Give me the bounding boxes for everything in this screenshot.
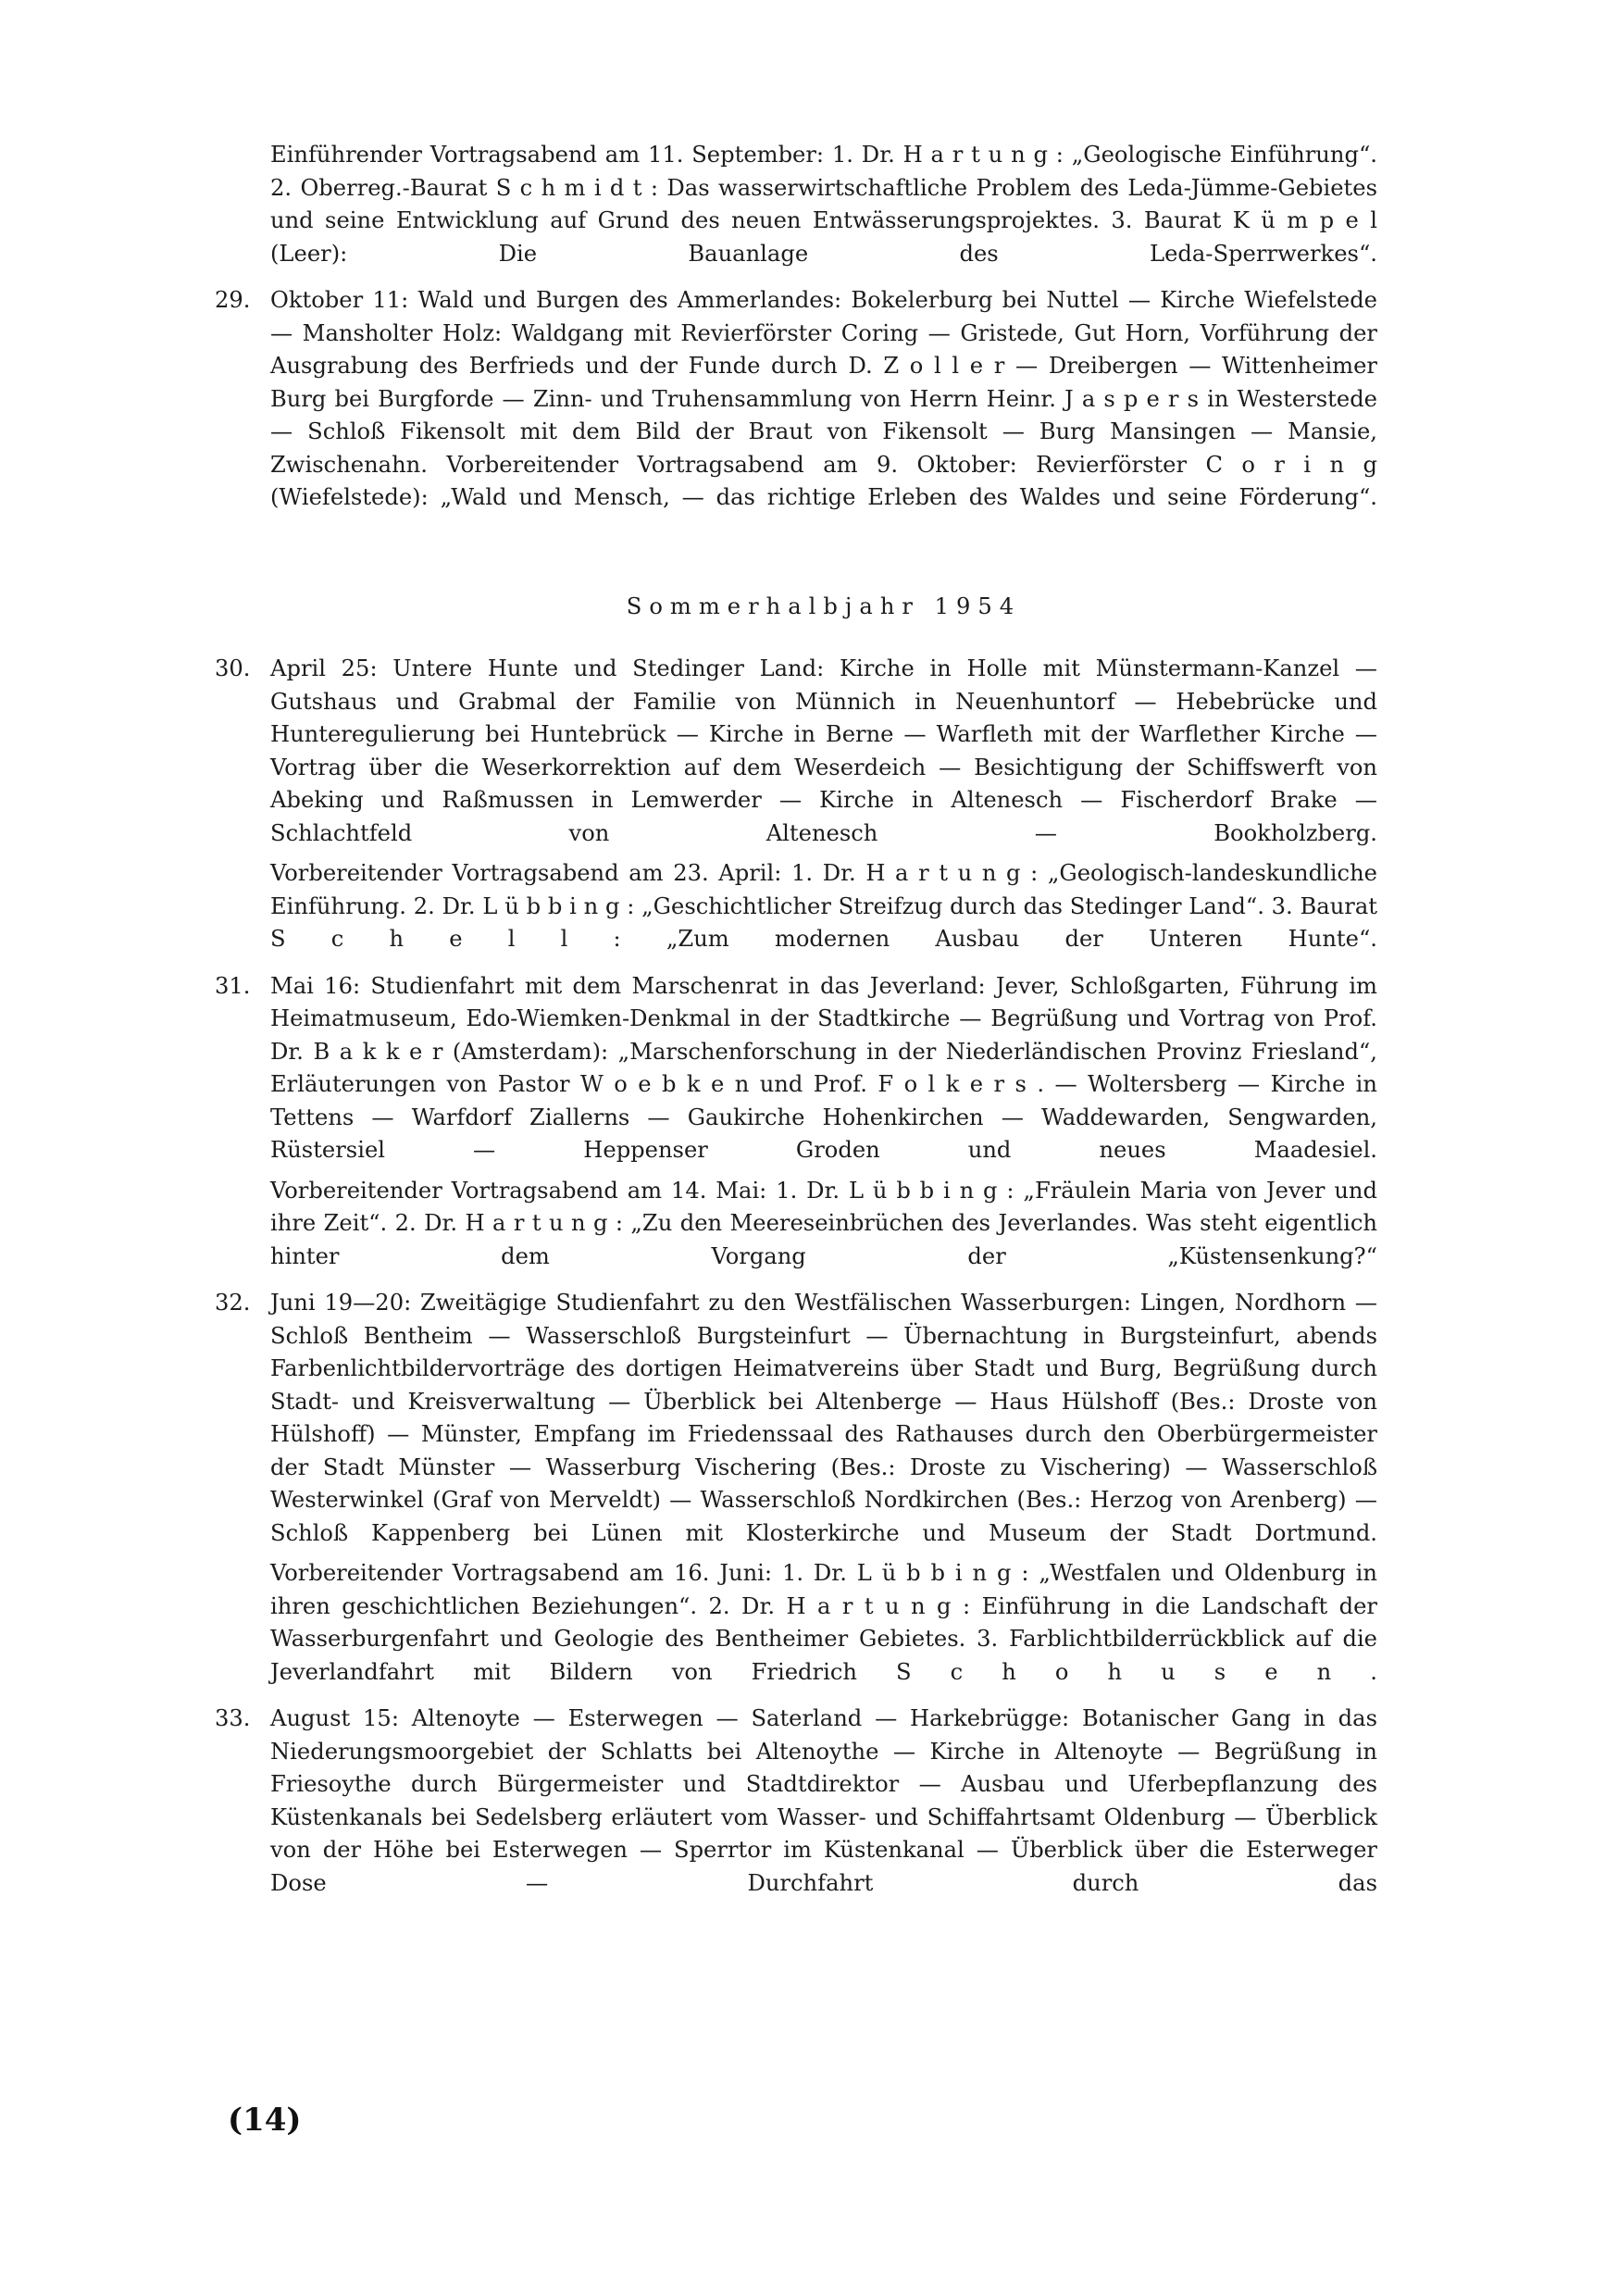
entry-32 (215, 1287, 1377, 1689)
entry-number: 32. (215, 1290, 251, 1316)
entry-vortrag: Vorbereitender Vortragsabend am 14. Mai: 1. Dr. L ü b b i n g : „Fräulein Maria von Jever und ihre Zeit“. 2. Dr. H a r t u n g : „Zu den Meereseinbrüchen des Jeverlandes. Was steht eigentlich hinter dem Vorgang der „Küstensenkung?“ (270, 1177, 1377, 1269)
entry-number: 30. (215, 655, 251, 681)
entry-text: August 15: Altenoyte — Esterwegen — Saterland — Harkebrügge: Botanischer Gang in das Niederungsmoorgebiet der Schlatts bei Altenoythe — Kirche in Altenoyte — Begrüßung in Friesoythe durch Bürgermeister und Stadtdirektor — Ausbau und Uferbepflanzung des Küstenkanals bei Sedelsberg erläutert vom Wasser- und Schiffahrtsamt Oldenburg — Überblick von der Höhe bei Esterwegen — Sperrtor im Küstenkanal — Überblick über die Esterweger Dose — Durchfahrt durch das (270, 1705, 1377, 1896)
page-number: (14) (228, 2102, 302, 2139)
entry-30 (215, 653, 1377, 956)
entry-33 (215, 1703, 1377, 1900)
intro-paragraph: Einführender Vortragsabend am 11. September: 1. Dr. H a r t u n g : „Geologische Einführung“. 2. Oberreg.-Baurat S c h m i d t : Das wasserwirtschaftliche Problem des Leda-Jümme-Gebietes und seine Entwicklung auf Grund des neuen Entwässerungsprojektes. 3. Baurat K ü m p e l (Leer): Die Bauanlage des Leda-Sperrwerkes“. (270, 142, 1377, 267)
entry-text: Oktober 11: Wald und Burgen des Ammerlandes: Bokelerburg bei Nuttel — Kirche Wiefelstede — Mansholter Holz: Waldgang mit Revierförster Coring — Gristede, Gut Horn, Vorführung der Ausgrabung des Berfrieds und der Funde durch D. Z o l l e r — Dreibergen — Wittenheimer Burg bei Burgforde — Zinn- und Truhensammlung von Herrn Heinr. J a s p e r s in Westerstede — Schloß Fikensolt mit dem Bild der Braut von Fikensolt — Burg Mansingen — Mansie, Zwischenahn. Vorbereitender Vortragsabend am 9. Oktober: Revierförster C o r i n g (Wiefelstede): „Wald und Mensch, — das richtige Erleben des Waldes und seine Förderung“. (270, 287, 1377, 510)
entry-31 (215, 970, 1377, 1274)
entry-vortrag: Vorbereitender Vortragsabend am 16. Juni: 1. Dr. L ü b b i n g : „Westfalen und Oldenburg in ihren geschichtlichen Beziehungen“. 2. Dr. H a r t u n g : Einführung in die Landschaft der Wasserburgenfahrt und Geologie des Bentheimer Gebietes. 3. Farblichtbilderrückblick auf die Jeverlandfahrt mit Bildern von Friedrich S c h o h u s e n . (270, 1560, 1377, 1685)
entry-number: 29. (215, 287, 251, 313)
page-body (215, 139, 1377, 1914)
entry-text: Juni 19—20: Zweitägige Studienfahrt zu den Westfälischen Wasserburgen: Lingen, Nordhorn — Schloß Bentheim — Wasserschloß Burgsteinfurt — Übernachtung in Burgsteinfurt, abends Farbenlichtbildervorträge des dortigen Heimatvereins über Stadt und Burg, Begrüßung durch Stadt- und Kreisverwaltung — Überblick bei Altenberge — Haus Hülshoff (Bes.: Droste von Hülshoff) — Münster, Empfang im Friedenssaal des Rathauses durch den Oberbürgermeister der Stadt Münster — Wasserburg Vischering (Bes.: Droste zu Vischering) — Wasserschloß Westerwinkel (Graf von Merveldt) — Wasserschloß Nordkirchen (Bes.: Herzog von Arenberg) — Schloß Kappenberg bei Lünen mit Klosterkirche und Museum der Stadt Dortmund. (270, 1290, 1377, 1546)
entry-number: 33. (215, 1705, 251, 1731)
entry-text: April 25: Untere Hunte und Stedinger Land: Kirche in Holle mit Münstermann-Kanzel — Gutshaus und Grabmal der Familie von Münnich in Neuenhuntorf — Hebebrücke und Hunteregulierung bei Huntebrück — Kirche in Berne — Warfleth mit der Warflether Kirche — Vortrag über die Weserkorrektion auf dem Weserdeich — Besichtigung der Schiffswerft von Abeking und Raßmussen in Lemwerder — Kirche in Altenesch — Fischerdorf Brake — Schlachtfeld von Altenesch — Bookholzberg. (270, 655, 1377, 846)
entry-number: 31. (215, 972, 251, 999)
section-heading: Sommerhalbjahr 1954 (626, 593, 1022, 619)
entry-text: Mai 16: Studienfahrt mit dem Marschenrat in das Jeverland: Jever, Schloßgarten, Führung im Heimatmuseum, Edo-Wiemken-Denkmal in der Stadtkirche — Begrüßung und Vortrag von Prof. Dr. B a k k e r (Amsterdam): „Marschenforschung in der Niederländischen Provinz Friesland“, Erläuterungen von Pastor W o e b k e n und Prof. F o l k e r s . — Woltersberg — Kirche in Tettens — Warfdorf Ziallerns — Gaukirche Hohenkirchen — Waddewarden, Sengwarden, Rüstersiel — Heppenser Groden und neues Maadesiel. (270, 972, 1377, 1163)
entry-29 (215, 284, 1377, 515)
entry-vortrag: Vorbereitender Vortragsabend am 23. April: 1. Dr. H a r t u n g : „Geologisch-landeskundliche Einführung. 2. Dr. L ü b b i n g : „Geschichtlicher Streifzug durch das Stedinger Land“. 3. Baurat S c h e l l : „Zum modernen Ausbau der Unteren Hunte“. (270, 860, 1377, 952)
